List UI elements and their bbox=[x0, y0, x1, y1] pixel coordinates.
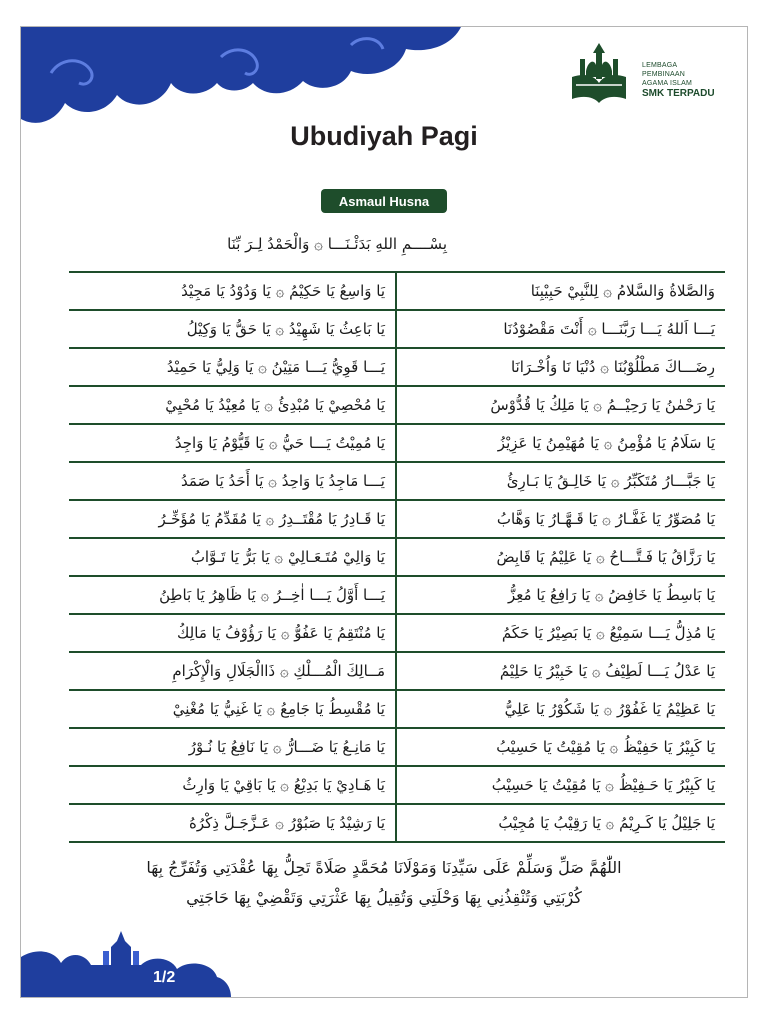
verse-right: يَا رَحْمٰنُ يَا رَحِيْــمُ ۞ يَا مَلِكُ يَا قُدُّوْسُ bbox=[490, 396, 715, 414]
verse-left: يَا مُقْسِطُ يَا جَامِعُ ۞ يَا غَنِيُّ يَا مُغْنِيْ bbox=[69, 691, 397, 727]
logo-text bbox=[642, 61, 715, 100]
verse-left: يَا مُنْتَقِمُ يَا عَفُوُّ ۞ يَا رَؤُوْفُ يَا مَالِكُ bbox=[69, 615, 397, 651]
verse-right: يَا مُصَوِّرُ يَا غَفَّـارُ ۞ يَا قَـهَّـارُ يَا وَهَّابُ bbox=[496, 510, 715, 528]
logo-line-3: AGAMA ISLAM bbox=[642, 80, 693, 87]
verse-left: مَــالِكَ الْمُـــلْكِ ۞ ذَاالْجَلَالِ وَالْإِكْرَامِ bbox=[69, 653, 397, 689]
verse-right: يَا جَبَّـــارُ مُتَكَبِّرُ ۞ يَا خَالِـقُ يَا بَـارِئُ bbox=[506, 472, 715, 490]
verse-right: رِضَـــاكَ مَطْلُوْبُنَا ۞ دُنْيَا نَا وَاُخْـرَانَا bbox=[510, 358, 715, 376]
table-row bbox=[69, 387, 725, 425]
verse-left: يَا مُحْصِيْ يَا مُبْدِئُ ۞ يَا مُعِيْدُ يَا مُحْيِيْ bbox=[69, 387, 397, 423]
verse-right: يَا مُذِلُّ يَـــا سَمِيْعُ ۞ يَا بَصِيْرُ يَا حَكَمُ bbox=[501, 624, 715, 642]
section-badge: Asmaul Husna bbox=[321, 189, 447, 213]
opening-verse: بِسْــــمِ اللهِ بَدَئْـنَـــا ۞ وَالْحَمْدُ لِـرَ بِّنَا bbox=[227, 235, 447, 253]
verse-right: يَا سَلَامُ يَا مُؤْمِنُ ۞ يَا مُهَيْمِنُ يَا عَزِيْزُ bbox=[497, 434, 715, 452]
mosque-book-icon bbox=[566, 41, 632, 105]
page-number: 1/2 bbox=[153, 969, 176, 986]
verse-left: يَـــا قَوِيُّ يَـــا مَتِيْنُ ۞ يَا وَلِيُّ يَا حَمِيْدُ bbox=[69, 349, 397, 385]
table-row bbox=[69, 805, 725, 843]
verse-right: يَا عَدْلُ يَـــا لَطِيْفُ ۞ يَا خَبِيْرُ يَا حَلِيْمُ bbox=[499, 662, 715, 680]
verse-left: يَا رَشِيْدُ يَا صَبُوْرُ ۞ عَـزَّجَـلَّ ذِكْرُهُ bbox=[69, 805, 397, 841]
verse-right: يَا بَاسِطُ يَا خَافِضُ ۞ يَا رَافِعُ يَا مُعِزُّ bbox=[508, 586, 715, 604]
verse-left: يَا وَاسِعُ يَا حَكِيْمُ ۞ يَا وَدُوْدُ يَا مَجِيْدُ bbox=[69, 273, 397, 309]
table-row bbox=[69, 615, 725, 653]
closing-prayer bbox=[61, 853, 707, 913]
verse-right: يَا جَلِيْلُ يَا كَـرِيْمُ ۞ يَا رَقِيْبُ يَا مُجِيْبُ bbox=[498, 814, 715, 832]
closing-line-2: كُرْبَتِي وَتُنْقِذُنِي بِهَا وَحْلَتِي وَتُقِيلُ بِهَا عَثْرَتِي وَتَقْضِيْ بِهَا حَاجَتِي bbox=[186, 888, 582, 907]
verse-left: يَـــا مَاجِدُ يَا وَاحِدُ ۞ يَا أَحَدُ يَا صَمَدُ bbox=[69, 463, 397, 499]
table-row bbox=[69, 577, 725, 615]
verse-right: وَالصَّلاةُ وَالسَّلامُ ۞ لِلنَّبِيْ حَبِيْبِنَا bbox=[530, 282, 715, 300]
table-row bbox=[69, 691, 725, 729]
table-row bbox=[69, 729, 725, 767]
table-row bbox=[69, 273, 725, 311]
asmaul-husna-table bbox=[69, 271, 725, 832]
table-row bbox=[69, 539, 725, 577]
institution-logo bbox=[566, 41, 736, 107]
verse-left: يَا هَـادِيْ يَا بَدِيْعُ ۞ يَا بَاقِيْ يَا وَارِثُ bbox=[69, 767, 397, 803]
logo-line-1: LEMBAGA bbox=[642, 62, 678, 69]
logo-school-name: SMK TERPADU bbox=[642, 88, 715, 99]
page-title: Ubudiyah Pagi bbox=[290, 121, 478, 151]
verse-right: يَـــا اَللهُ يَـــا رَبَّنَـــا ۞ أَنْتَ مَقْصُوْدُنَا bbox=[503, 320, 715, 338]
table-row bbox=[69, 653, 725, 691]
verse-right: يَا عَظِيْمُ يَا غَفُوْرُ ۞ يَا شَكُوْرُ يَا عَلِيُّ bbox=[504, 700, 715, 718]
verse-right: يَا كَبِيْرُ يَا حَـفِيْظُ ۞ يَا مُقِيْتُ يَا حَسِيْبُ bbox=[491, 776, 715, 794]
table-row bbox=[69, 311, 725, 349]
table-row bbox=[69, 349, 725, 387]
verse-left: يَا مَانِـعُ يَا ضَـــارُّ ۞ يَا نَافِعُ يَا نُـوْرُ bbox=[69, 729, 397, 765]
verse-left: يَا بَاعِثُ يَا شَهِيْدُ ۞ يَا حَقُّ يَا وَكِيْلُ bbox=[69, 311, 397, 347]
verse-left: يَا قَـادِرُ يَا مُقْتَــدِرُ ۞ يَا مُقَدِّمُ يَا مُؤَخِّـرُ bbox=[69, 501, 397, 537]
table-row bbox=[69, 767, 725, 805]
verse-left: يَـــا أَوَّلُ يَـــا اٰخِــرُ ۞ يَا ظَاهِرُ يَا بَاطِنُ bbox=[69, 577, 397, 613]
verse-left: يَا مُمِيْتُ يَـــا حَيُّ ۞ يَا قَيُّوْمُ يَا وَاجِدُ bbox=[69, 425, 397, 461]
page bbox=[20, 26, 748, 998]
verse-right: يَا كَبِيْرُ يَا حَفِيْظُ ۞ يَا مُقِيْتُ يَا حَسِيْبُ bbox=[496, 738, 715, 756]
table-row bbox=[69, 425, 725, 463]
logo-line-2: PEMBINAAN bbox=[642, 71, 686, 78]
cloud-ornament-bottom bbox=[21, 917, 231, 997]
table-row bbox=[69, 463, 725, 501]
verse-left: يَا وَالِيْ مُتَـعَـالِيْ ۞ يَا بَرُّ يَا تَـوَّابُ bbox=[69, 539, 397, 575]
closing-line-1: اللّٰهُمَّ صَلِّ وَسَلِّمْ عَلَى سَيِّدِنَا وَمَوْلَانَا مُحَمَّدٍ صَلَاةً تَحِلُّ بِهَا عُقْدَتِي وَتُفَرِّجُ بِهَا bbox=[146, 858, 622, 877]
verse-right: يَا رَزَّاقُ يَا فَـتَّـــاحُ ۞ يَا عَلِيْمُ يَا قَابِضُ bbox=[496, 548, 715, 566]
table-row bbox=[69, 501, 725, 539]
